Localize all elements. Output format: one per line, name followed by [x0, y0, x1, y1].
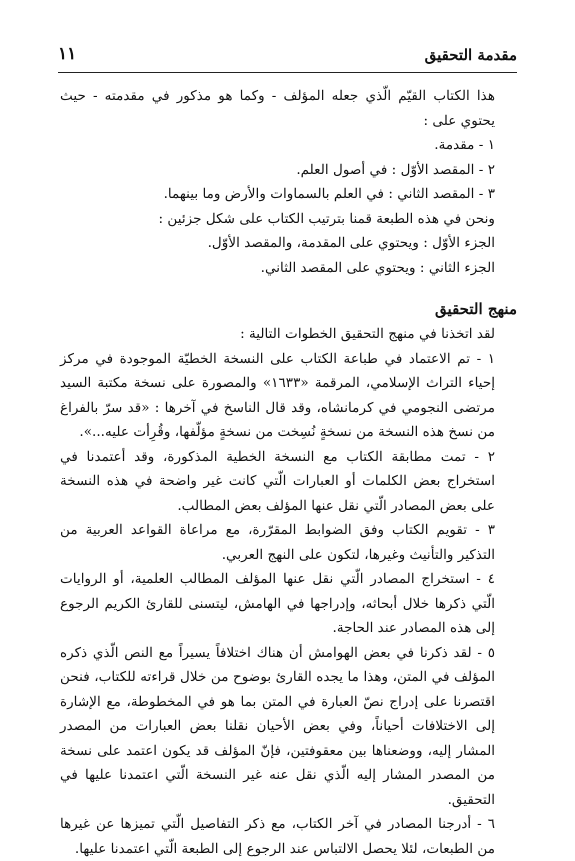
page-header — [58, 36, 517, 73]
page-number: ١١ — [58, 44, 77, 64]
method-step: ٢ - تمت مطابقة الكتاب مع النسخة الخطية المذكورة، وقد أعتمدنا في استخراج بعض الكلمات أو العبارات الّتي كانت غير واضحة في هذه النسخة على بعض المصادر الّتي نقل عنها المؤلف بعض المطالب. — [60, 448, 495, 514]
intro-item: ١ - مقدمة. — [434, 137, 495, 153]
intro-item: ٢ - المقصد الأوّل : في أصول العلم. — [296, 161, 495, 178]
edition-note: ونحن في هذه الطبعة قمنا بترتيب الكتاب على شكل جزئين : — [158, 210, 495, 227]
method-step: ٦ - أدرجنا المصادر في آخر الكتاب، مع ذكر التفاصيل الّتي تميزها عن غيرها من الطبعات، لئلا يحصل الالتباس عند الرجوع إلى الطبعة الّتي اعتمدنا عليها. — [60, 816, 495, 857]
method-step: ١ - تم الاعتماد في طباعة الكتاب على النسخة الخطيّة الموجودة في مركز إحياء التراث الإسلامي، المرقمة «١٦٣٣» والمصورة على نسخة مكتبة السيد مرتضى النجومي في كرمانشاه، وقد قال الناسخ في آخرها : «قد سرّ بالفراغ من نسخ هذه النسخة من نسخةٍ نُسِخت من نسخةٍ مؤلّفها، وقُرِأت عليه...». — [60, 350, 495, 440]
method-step: ٣ - تقويم الكتاب وفق الضوابط المقرّرة، مع مراعاة القواعد العربية من التذكير والتأنيث وغيرها، لتكون على النهج العربي. — [60, 522, 495, 563]
page-body — [60, 84, 517, 861]
method-step: ٤ - استخراج المصادر الّتي نقل عنها المؤلف المطالب العلمية، أو الروايات الّتي ذكرها خلال أبحاثه، وإدراجها في الهامش، ليتسنى للقارئ الكريم الرجوع إلى هذه المصادر عند الحاجة. — [60, 571, 495, 636]
part-description: الجزء الثاني : ويحتوي على المقصد الثاني. — [260, 259, 495, 276]
intro-lead: هذا الكتاب القيّم الّذي جعله المؤلف - وكما هو مذكور في مقدمته - حيث يحتوي على : — [60, 88, 495, 129]
section-gap — [60, 280, 517, 296]
method-lead: لقد اتخذنا في منهج التحقيق الخطوات التالية : — [240, 326, 495, 342]
section-title: منهج التحقيق — [435, 300, 517, 318]
method-step: ٥ - لقد ذكرنا في بعض الهوامش أن هناك اختلافاً يسيراً مع النص الّذي ذكره المؤلف في المتن، وهذا ما يجده القارئ بوضوح من خلال قراءته للكتاب، فنحن اقتصرنا على إدراج نصّ العبارة في المتن بما هو في المخطوطة، مع الإشارة إلى الاختلافات أحياناً، وفي بعض الأحيان نقلنا بعض العبارات من المصدر المشار إليه، ووضعناها بين معقوفتين، فإنّ المؤلف قد يكون اعتمد على نسخة من المصدر المشار إليه الّذي نقل عنه غير النسخة الّتي اعتمدنا عليها في التحقيق. — [60, 644, 495, 808]
part-description: الجزء الأوّل : ويحتوي على المقدمة، والمقصد الأوّل. — [207, 235, 495, 251]
running-title: مقدمة التحقيق — [424, 46, 517, 64]
intro-item: ٣ - المقصد الثاني : في العلم بالسماوات والأرض وما بينهما. — [163, 186, 495, 202]
